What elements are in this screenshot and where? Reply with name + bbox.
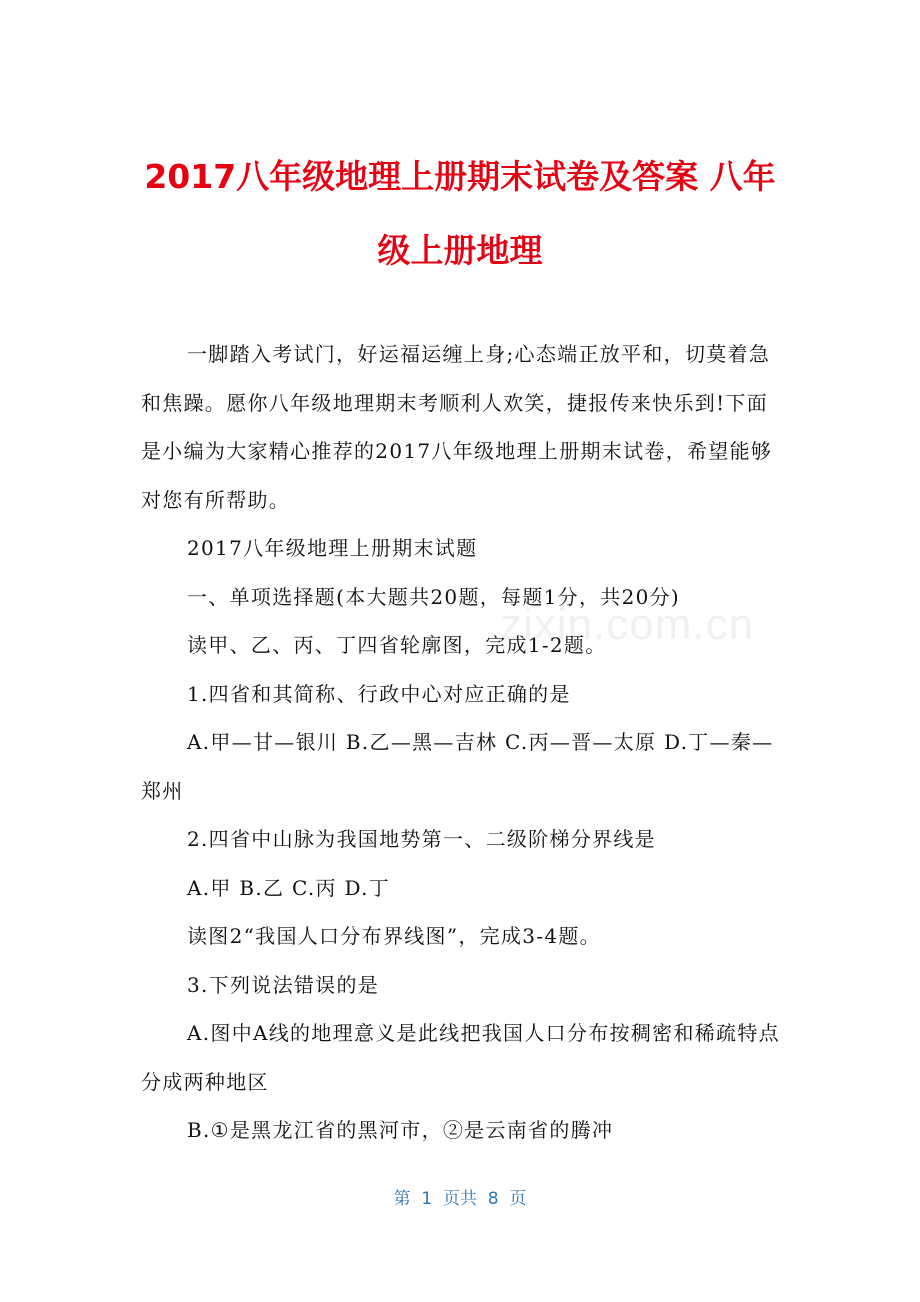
question-3-option-b: B.①是黑龙江省的黑河市，②是云南省的腾冲 [187, 1118, 614, 1142]
question-3: 3.下列说法错误的是 [187, 972, 380, 997]
question-instruction: 读图2“我国人口分布界线图”，完成3-4题。 [187, 924, 601, 948]
question-1-options: A.甲—甘—银川 B.乙—黑—吉林 C.丙—晋—太原 D.丁—秦—郑州 [141, 730, 774, 803]
question-instruction: 读甲、乙、丙、丁四省轮廓图，完成1-2题。 [187, 633, 607, 657]
document-body [141, 330, 781, 1155]
question-2: 2.四省中山脉为我国地势第一、二级阶梯分界线是 [187, 827, 656, 851]
page-footer: 第 1 页共 8 页 [393, 1189, 527, 1209]
question-1: 1.四省和其简称、行政中心对应正确的是 [187, 681, 571, 706]
intro-paragraph: 一脚踏入考试门，好运福运缠上身;心态端正放平和，切莫着急和焦躁。愿你八年级地理期末考顺利人欢笑，捷报传来快乐到!下面是小编为大家精心推荐的2017八年级地理上册期末试卷，希望能够对您有所帮助。 [141, 342, 773, 512]
question-2-options: A.甲 B.乙 C.丙 D.丁 [187, 875, 391, 900]
question-3-option-a: A.图中A线的地理意义是此线把我国人口分布按稠密和稀疏特点分成两种地区 [141, 1021, 780, 1094]
document-title: 2017八年级地理上册期末试卷及答案 八年级上册地理 [144, 157, 776, 270]
watermark: zixin.com.cn [500, 600, 755, 649]
part-heading: 一、单项选择题(本大题共20题，每题1分，共20分) [187, 584, 681, 609]
section-heading: 2017八年级地理上册期末试题 [187, 536, 478, 560]
